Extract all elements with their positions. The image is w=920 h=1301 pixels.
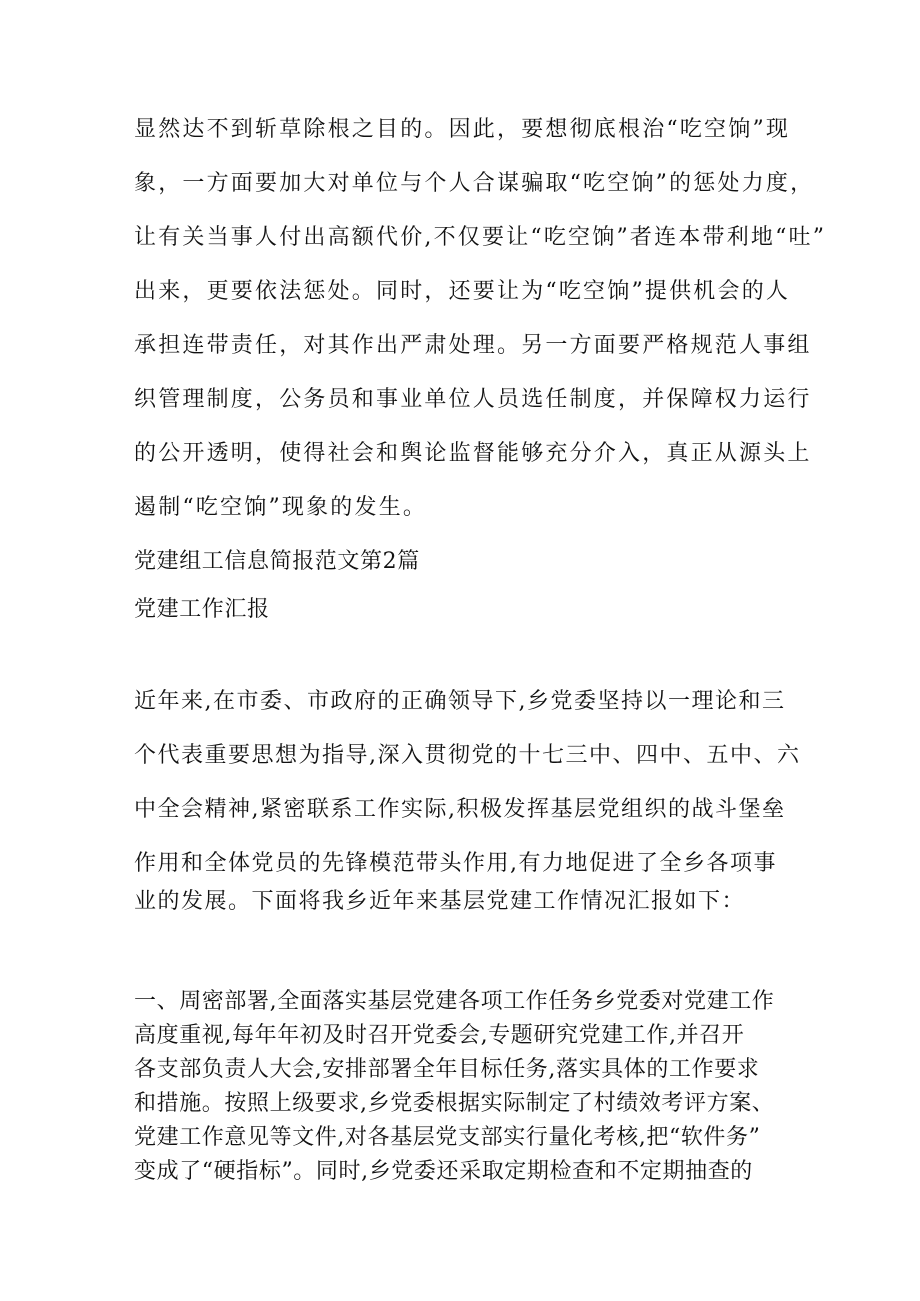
paragraph-2-line: 作用和全体党员的先锋模范带头作用,有力地促进了全乡各项事 <box>134 851 777 876</box>
paragraph-3-line: 高度重视,每年年初及时召开党委会,专题研究党建工作,并召开 <box>134 1023 745 1048</box>
section-heading: 党建组工信息简报范文第2篇 <box>134 549 420 574</box>
paragraph-1-line: 象，一方面要加大对单位与个人合谋骗取“吃空饷”的惩处力度， <box>134 171 815 196</box>
paragraph-1-line: 出来，更要依法惩处。同时，还要让为“吃空饷”提供机会的人 <box>134 279 791 304</box>
paragraph-1-line: 显然达不到斩草除根之目的。因此，要想彻底根治“吃空饷”现 <box>134 117 791 142</box>
paragraph-1-line: 织管理制度，公务员和事业单位人员选任制度，并保障权力运行 <box>134 387 812 412</box>
paragraph-3-line: 变成了“硬指标”。同时,乡党委还采取定期检查和不定期抽查的 <box>134 1159 753 1184</box>
paragraph-2-line: 业的发展。下面将我乡近年来基层党建工作情况汇报如下： <box>134 889 746 914</box>
paragraph-1-line: 承担连带责任，对其作出严肃处理。另一方面要严格规范人事组 <box>134 333 812 358</box>
paragraph-2-line: 个代表重要思想为指导,深入贯彻党的十七三中、四中、五中、六 <box>134 743 801 768</box>
paragraph-1-line: 遏制“吃空饷”现象的发生。 <box>134 495 428 520</box>
paragraph-2-line: 中全会精神,紧密联系工作实际,积极发挥基层党组织的战斗堡垒 <box>134 797 786 822</box>
paragraph-1-line: 让有关当事人付出高额代价,不仅要让“吃空饷”者连本带利地“吐” <box>134 225 827 250</box>
paragraph-2-line: 近年来,在市委、市政府的正确领导下,乡党委坚持以一理论和三 <box>134 689 786 714</box>
paragraph-3-line: 一、周密部署,全面落实基层党建各项工作任务乡党委对党建工作 <box>134 989 775 1014</box>
section-subheading: 党建工作汇报 <box>134 597 270 622</box>
paragraph-3-line: 各支部负责人大会,安排部署全年目标任务,落实具体的工作要求 <box>134 1057 760 1082</box>
paragraph-3-line: 和措施。按照上级要求,乡党委根据实际制定了村绩效考评方案、 <box>134 1091 775 1116</box>
paragraph-3-line: 党建工作意见等文件,对各基层党支部实行量化考核,把“软件务” <box>134 1125 761 1150</box>
paragraph-1-line: 的公开透明，使得社会和舆论监督能够充分介入，真正从源头上 <box>134 441 812 466</box>
